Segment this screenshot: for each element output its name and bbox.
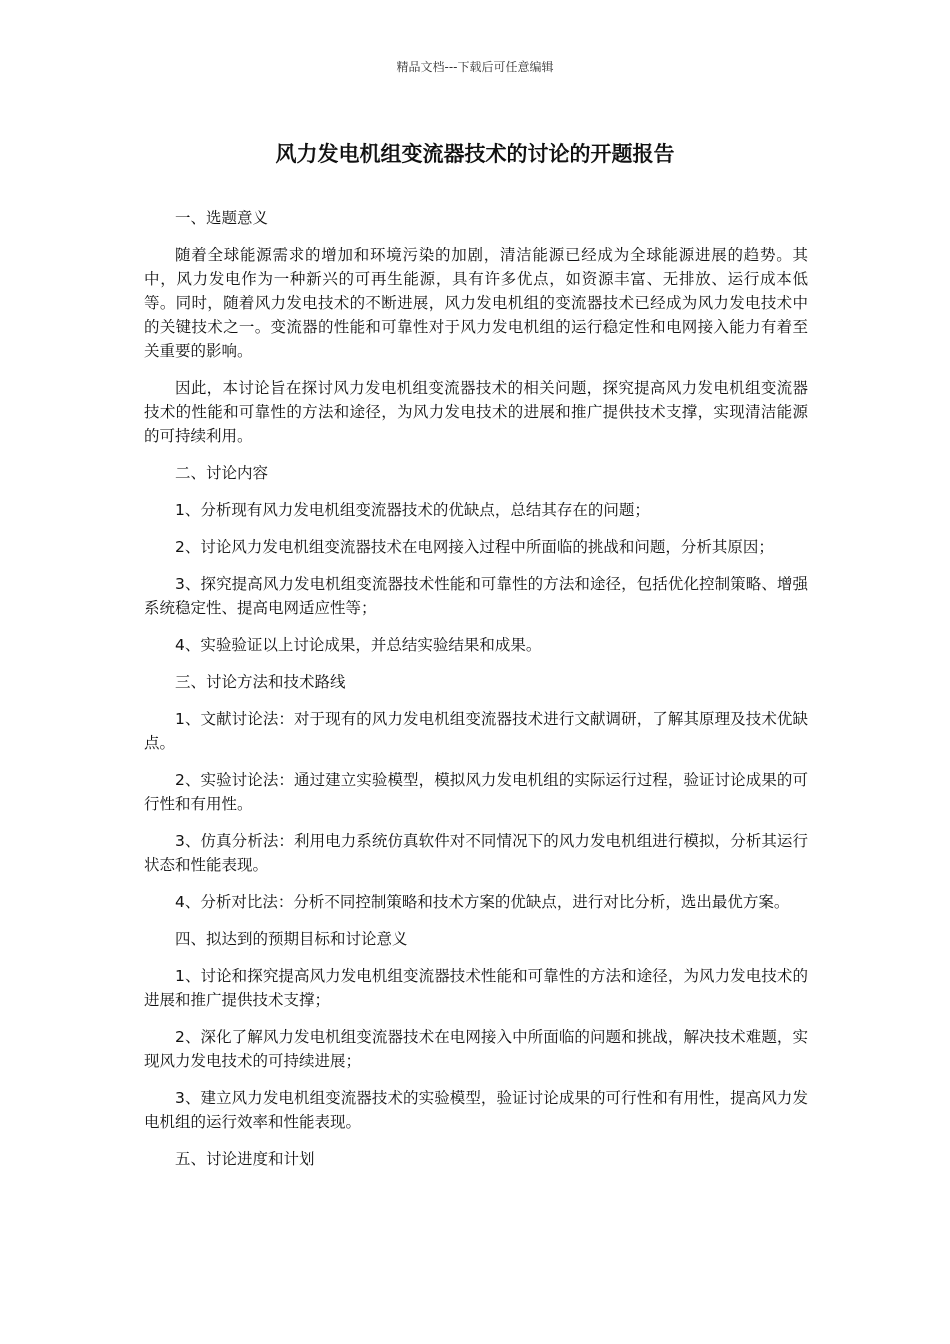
paragraph: 因此，本讨论旨在探讨风力发电机组变流器技术的相关问题，探究提高风力发电机组变流器技术的性能和可靠性的方法和途径，为风力发电技术的进展和推广提供技术支撑，实现清洁能源的可持续利用。 — [144, 379, 808, 445]
header-note: 精品文档---下载后可任意编辑 — [396, 60, 554, 74]
section-heading-5: 五、讨论进度和计划 — [175, 1150, 315, 1168]
list-item: 3、仿真分析法：利用电力系统仿真软件对不同情况下的风力发电机组进行模拟，分析其运行状态和性能表现。 — [144, 832, 808, 874]
list-item: 1、文献讨论法：对于现有的风力发电机组变流器技术进行文献调研，了解其原理及技术优缺点。 — [144, 710, 808, 752]
section-heading-4: 四、拟达到的预期目标和讨论意义 — [175, 930, 408, 948]
document-title: 风力发电机组变流器技术的讨论的开题报告 — [275, 142, 675, 166]
list-item: 2、实验讨论法：通过建立实验模型，模拟风力发电机组的实际运行过程，验证讨论成果的可行性和有用性。 — [144, 771, 808, 813]
list-item: 1、讨论和探究提高风力发电机组变流器技术性能和可靠性的方法和途径，为风力发电技术的进展和推广提供技术支撑； — [144, 967, 808, 1009]
document-body — [144, 206, 808, 1184]
list-item: 3、探究提高风力发电机组变流器技术性能和可靠性的方法和途径，包括优化控制策略、增强系统稳定性、提高电网适应性等； — [144, 575, 808, 617]
list-item: 4、分析对比法：分析不同控制策略和技术方案的优缺点，进行对比分析，选出最优方案。 — [175, 893, 790, 911]
section-heading-1: 一、选题意义 — [175, 209, 269, 227]
section-heading-2: 二、讨论内容 — [175, 464, 269, 482]
list-item: 2、讨论风力发电机组变流器技术在电网接入过程中所面临的挑战和问题，分析其原因； — [175, 538, 774, 556]
paragraph: 随着全球能源需求的增加和环境污染的加剧，清洁能源已经成为全球能源进展的趋势。其中，风力发电作为一种新兴的可再生能源，具有许多优点，如资源丰富、无排放、运行成本低等。同时，随着风力发电技术的不断进展，风力发电机组的变流器技术已经成为风力发电技术中的关键技术之一。变流器的性能和可靠性对于风力发电机组的运行稳定性和电网接入能力有着至关重要的影响。 — [144, 246, 808, 360]
list-item: 2、深化了解风力发电机组变流器技术在电网接入中所面临的问题和挑战，解决技术难题，实现风力发电技术的可持续进展； — [144, 1028, 808, 1070]
list-item: 4、实验验证以上讨论成果，并总结实验结果和成果。 — [175, 636, 542, 654]
section-heading-3: 三、讨论方法和技术路线 — [175, 673, 346, 691]
list-item: 3、建立风力发电机组变流器技术的实验模型，验证讨论成果的可行性和有用性，提高风力发电机组的运行效率和性能表现。 — [144, 1089, 808, 1131]
list-item: 1、分析现有风力发电机组变流器技术的优缺点，总结其存在的问题； — [175, 501, 650, 519]
